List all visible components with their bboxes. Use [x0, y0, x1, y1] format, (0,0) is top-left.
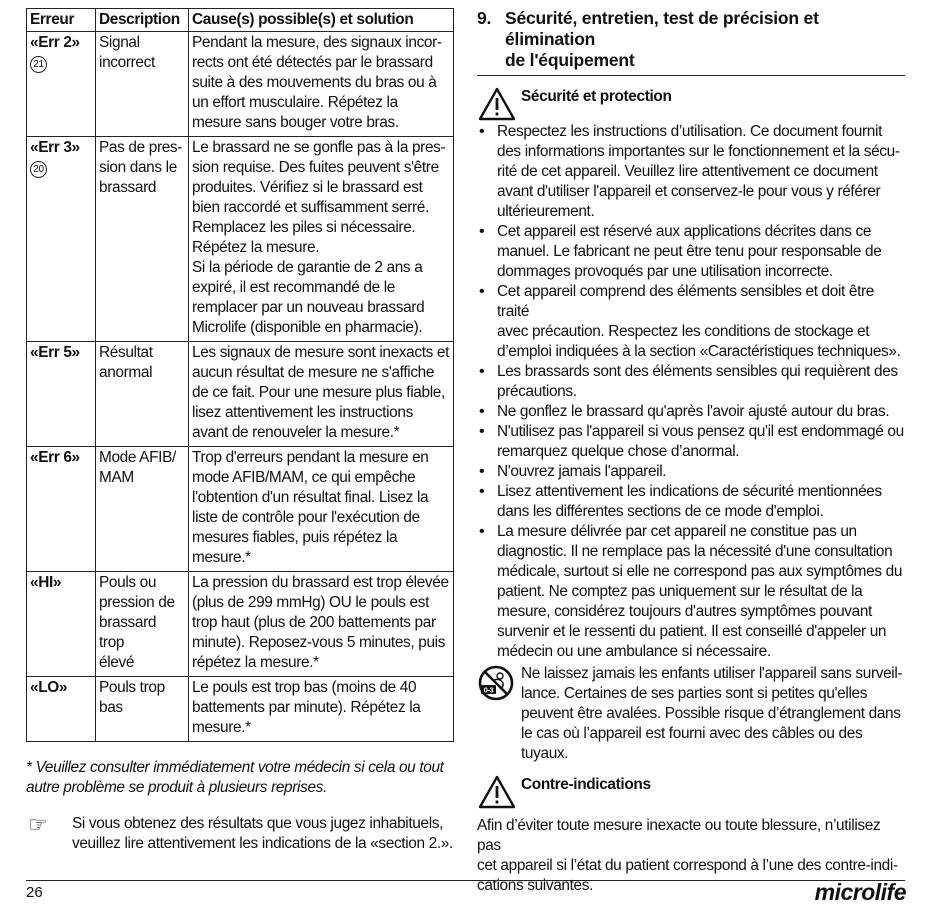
error-solution-line: produites. Vérifiez si le brassard est [192, 179, 423, 196]
error-solution-line: l'obtention d'un résultat final. Lisez la [192, 489, 429, 506]
child-warning-line: Ne laissez jamais les enfants utiliser l'appareil sans surveil- [521, 665, 903, 682]
bullet-line: Ne gonflez le brassard qu'après l'avoir ajusté autour du bras. [497, 403, 890, 420]
error-solution-line: rects ont été détectés par le brassard [192, 54, 433, 71]
error-row [27, 137, 454, 342]
error-code: «Err 3» [30, 139, 80, 156]
tip-note [26, 814, 456, 854]
error-table-body [27, 32, 454, 742]
error-solution-line: mode AFIB/MAM, ce qui empêche [192, 469, 416, 486]
bullet-line: des informations importantes sur le fonctionnement et la sécu- [497, 143, 900, 160]
safety-bullet-list [477, 122, 905, 662]
error-solution-line: mesure sans bouger votre bras. [192, 114, 399, 131]
error-description-line: MAM [99, 469, 134, 486]
error-description-line: incorrect [99, 54, 155, 71]
error-solution-line: trop haut (plus de 200 battements par [192, 614, 436, 631]
safety-bullet [477, 422, 905, 462]
error-solution-line: Pendant la mesure, des signaux incor- [192, 34, 442, 51]
error-solution-line: répétez la mesure.* [192, 654, 319, 671]
footnote-line: autre problème se produit à plusieurs reprises. [26, 779, 327, 796]
section-title-line: de l'équipement [505, 50, 635, 70]
safety-heading-row [477, 86, 905, 122]
error-solution-line: sion requise. Des fuites peuvent s'être [192, 159, 439, 176]
error-description-line: Pas de pres- [99, 139, 183, 156]
error-code: «LO» [30, 679, 68, 696]
bullet-line: La mesure délivrée par cet appareil ne constitue pas un [497, 523, 857, 540]
error-table-header [27, 9, 454, 32]
error-code: «Err 6» [30, 449, 80, 466]
error-table [26, 8, 454, 742]
page-number: 26 [26, 884, 43, 901]
child-warning-line: lance. Certaines de ses parties sont si petites qu'elles [521, 685, 868, 702]
error-solution-line: minute). Reposez-vous 5 minutes, puis [192, 634, 446, 651]
error-solution-line: mesure.* [192, 719, 251, 736]
bullet-line: Cet appareil comprend des éléments sensibles et doit être traité [497, 283, 875, 320]
child-warning-line: le cas où l’appareil est fourni avec des câbles ou des [521, 725, 863, 742]
error-description-line: anormal [99, 364, 153, 381]
child-warning-line: peuvent être avalées. Possible risque d’étranglement dans [521, 705, 901, 722]
right-column [477, 8, 905, 896]
tip-line: Si vous obtenez des résultats que vous jugez inhabituels, [72, 815, 444, 832]
safety-bullet [477, 122, 905, 222]
error-row [27, 677, 454, 742]
bullet-line: avec précaution. Respectez les conditions de stockage et [497, 323, 870, 340]
bullet-line: dans les différentes sections de ce mode d'emploi. [497, 503, 824, 520]
error-solution-line: remplacer par un nouveau brassard [192, 299, 425, 316]
error-solution-line: battements par minute). Répétez la [192, 699, 421, 716]
error-solution-line: La pression du brassard est trop élevée [192, 574, 449, 591]
no-children-icon [477, 664, 521, 702]
safety-bullet [477, 522, 905, 662]
bullet-line: mesure, considérez toujours d'autres symptômes pouvant [497, 603, 872, 620]
bullet-line: N'utilisez pas l'appareil si vous pensez qu'il est endommagé ou [497, 423, 904, 440]
error-description-line: bas [99, 699, 123, 716]
error-description-line: Signal [99, 34, 140, 51]
bullet-line: médecin ou une ambulance si nécessaire. [497, 643, 771, 660]
error-row [27, 342, 454, 447]
safety-bullet [477, 482, 905, 522]
footer-divider [26, 880, 905, 881]
error-description-line: Mode AFIB/ [99, 449, 176, 466]
safety-bullet [477, 402, 905, 422]
error-row [27, 447, 454, 572]
error-solution-line: mesure.* [192, 549, 251, 566]
bullet-line: patient. Ne comptez pas uniquement sur le résultat de la [497, 583, 863, 600]
error-description-line: sion dans le [99, 159, 177, 176]
warning-triangle-icon [477, 86, 521, 122]
error-solution-line: Le pouls est trop bas (moins de 40 [192, 679, 417, 696]
error-solution-line: lisez attentivement les instructions [192, 404, 413, 421]
bullet-line: Lisez attentivement les indications de sécurité mentionnées [497, 483, 882, 500]
figure-ref-badge: 21 [30, 56, 47, 73]
error-description-line: pression de [99, 594, 175, 611]
contra-heading-row [477, 774, 905, 810]
header-description: Description [96, 9, 189, 32]
bullet-line: rité de cet appareil. Veuillez lire attentivement ce document [497, 163, 878, 180]
safety-bullet [477, 222, 905, 282]
svg-text:0-3: 0-3 [483, 685, 494, 695]
error-solution-line: aucun résultat de mesure ne s'affiche [192, 364, 435, 381]
bullet-line: d’emploi indiquées à la section «Caractéristiques techniques». [497, 343, 901, 360]
child-warning-line: tuyaux. [521, 745, 569, 762]
error-solution-line: liste de contrôle pour l'exécution de [192, 509, 420, 526]
contra-line: cet appareil si l’état du patient correspond à l’une des contre-indi- [477, 857, 898, 874]
error-solution-line: Si la période de garantie de 2 ans a [192, 259, 423, 276]
safety-bullet [477, 462, 905, 482]
bullet-line: Cet appareil est réservé aux applications décrites dans ce [497, 223, 872, 240]
error-solution-line: suite à des mouvements du bras ou à [192, 74, 437, 91]
bullet-line: précautions. [497, 383, 577, 400]
child-warning-text [521, 664, 905, 764]
error-description-line: Résultat [99, 344, 153, 361]
tip-line: veuillez lire attentivement les indications de la «section 2.». [72, 835, 453, 852]
error-solution-line: Remplacez les piles si nécessaire. [192, 219, 416, 236]
error-description-line: brassard trop [99, 614, 157, 651]
bullet-line: Les brassards sont des éléments sensibles qui requièrent des [497, 363, 898, 380]
bullet-line: Respectez les instructions d’utilisation. Ce document fournit [497, 123, 882, 140]
error-solution-line: avant de renouveler la mesure.* [192, 424, 400, 441]
error-description-line: élevé [99, 654, 135, 671]
bullet-line: diagnostic. Il ne remplace pas la nécessité d'une consultation [497, 543, 893, 560]
error-description-line: Pouls trop [99, 679, 165, 696]
bullet-line: N'ouvrez jamais l'appareil. [497, 463, 667, 480]
footnote-line: * Veuillez consulter immédiatement votre médecin si cela ou tout [26, 759, 444, 776]
error-solution-line: Microlife (disponible en pharmacie). [192, 319, 423, 336]
bullet-line: avant d'utiliser l'appareil et conservez-le pour vous y référer [497, 183, 881, 200]
contra-line: cations suivantes. [477, 877, 594, 894]
bullet-line: médicale, surtout si elle ne correspond pas aux symptômes du [497, 563, 903, 580]
figure-ref-badge: 20 [30, 161, 47, 178]
section-title-line: Sécurité, entretien, test de précision et élimination [505, 8, 819, 49]
error-solution-line: Répétez la mesure. [192, 239, 320, 256]
bullet-line: remarquez quelque chose d’anormal. [497, 443, 740, 460]
brand-logo: microlife [814, 879, 906, 905]
error-solution-line: (plus de 299 mmHg) OU le pouls est [192, 594, 430, 611]
error-solution-line: Le brassard ne se gonfle pas à la pres- [192, 139, 446, 156]
error-code: «HI» [30, 574, 62, 591]
bullet-line: survenir et le ressenti du patient. Il est conseillé d'appeler un [497, 623, 887, 640]
error-solution-line: de ce fait. Pour une mesure plus fiable, [192, 384, 445, 401]
safety-bullet [477, 362, 905, 402]
footnote [26, 758, 456, 798]
error-description-line: Pouls ou [99, 574, 157, 591]
header-error: Erreur [27, 9, 96, 32]
section-title [477, 8, 905, 76]
warning-triangle-icon [477, 774, 521, 810]
safety-bullet [477, 282, 905, 362]
header-cause-solution: Cause(s) possible(s) et solution [189, 9, 454, 32]
bullet-line: dommages provoqués par une utilisation incorrecte. [497, 263, 833, 280]
bullet-line: ultérieurement. [497, 203, 595, 220]
contra-line: Afin d’éviter toute mesure inexacte ou toute blessure, n’utilisez pas [477, 817, 881, 854]
error-solution-line: Les signaux de mesure sont inexacts et [192, 344, 450, 361]
child-warning [477, 664, 905, 764]
error-solution-line: Trop d'erreurs pendant la mesure en [192, 449, 429, 466]
error-description-line: brassard [99, 179, 157, 196]
error-solution-line: mesures fiables, puis répétez la [192, 529, 398, 546]
pointing-hand-icon: ☞ [28, 812, 48, 837]
contra-heading: Contre-indications [521, 776, 651, 793]
left-column [26, 8, 456, 854]
error-solution-line: un effort musculaire. Répétez la [192, 94, 398, 111]
safety-heading: Sécurité et protection [521, 88, 672, 105]
error-code: «Err 2» [30, 34, 80, 51]
error-row [27, 32, 454, 137]
section-number: 9. [477, 8, 492, 28]
error-solution-line: expiré, il est recommandé de le [192, 279, 396, 296]
error-row [27, 572, 454, 677]
bullet-line: manuel. Le fabricant ne peut être tenu pour responsable de [497, 243, 882, 260]
error-code: «Err 5» [30, 344, 80, 361]
error-solution-line: bien raccordé et suffisamment serré. [192, 199, 429, 216]
